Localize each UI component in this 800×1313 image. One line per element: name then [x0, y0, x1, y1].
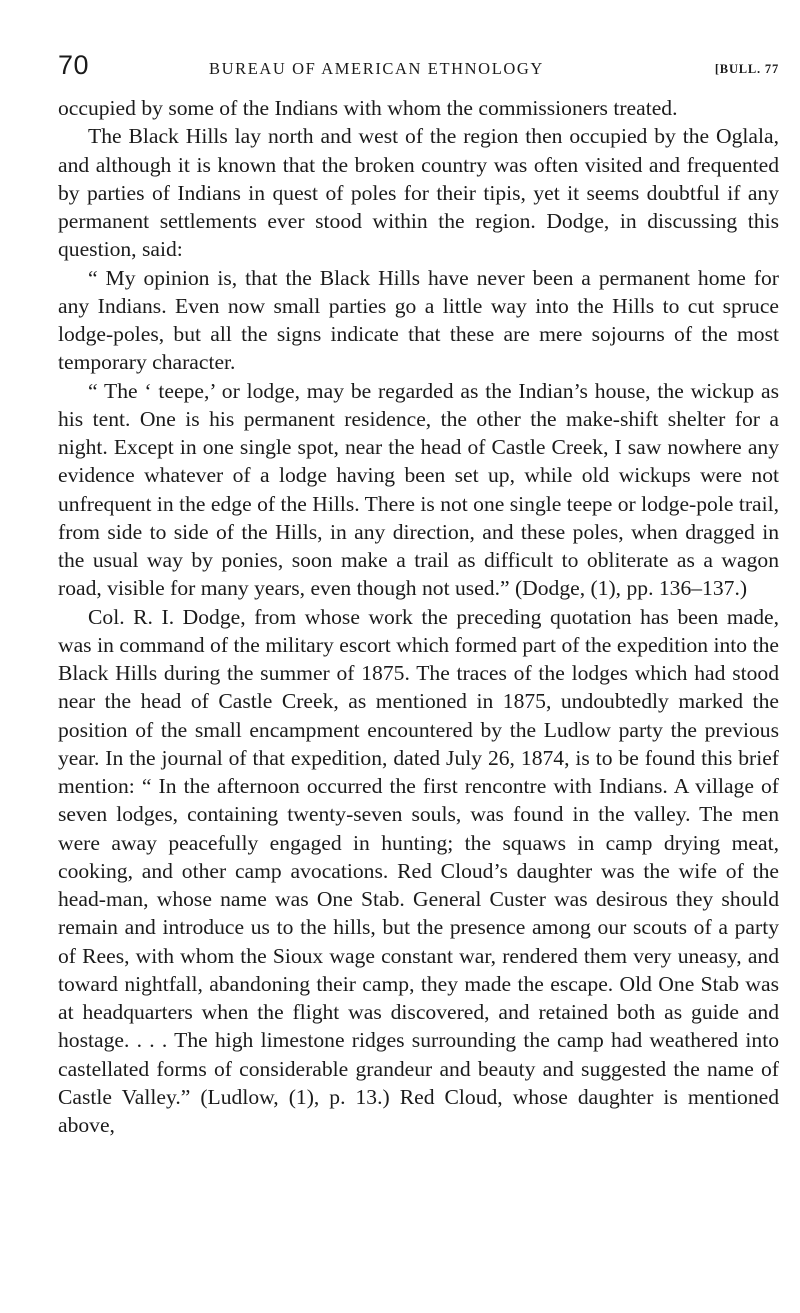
paragraph-ludlow-expedition: Col. R. I. Dodge, from whose work the preceding quotation has been made, was in command of the military escort which formed part of the expedition into the Black Hills during the summer of 1875. The traces of the lodges which had stood near the head of Castle Creek, as mentioned in 1875, undoubtedly marked the position of the small encampment encountered by the Ludlow party the previous year. In the journal of that expedition, dated July 26, 1874, is to be found this brief mention: “ In the afternoon occurred the first rencontre with Indians. A village of seven lodges, containing twenty-seven souls, was found in the valley. The men were away peacefully engaged in hunting; the squaws in camp drying meat, cooking, and other camp avocations. Red Cloud’s daughter was the wife of the head-man, whose name was One Stab. General Custer was desirous they should remain and introduce us to the hills, but the presence among our scouts of a party of Rees, with whom the Sioux wage constant war, rendered them very uneasy, and toward nightfall, abandoning their camp, they made the escape. Old One Stab was at headquarters when the flight was discovered, and retained both as guide and hostage. . . . The high limestone ridges surrounding the camp had weathered into castellated forms of considerable grandeur and beauty and suggested the name of Castle Valley.” (Ludlow, (1), p. 13.) Red Cloud, whose daughter is mentioned above, — [58, 604, 779, 1137]
page-number: 70 — [58, 50, 90, 80]
quotation-dodge-opinion: “ My opinion is, that the Black Hills have never been a permanent home for any Indians. Even now small parties go a little way into the Hills to cut spruce lodge-poles, but all the signs indicate that these are mere sojourns of the most temporary character. — [58, 265, 779, 375]
body-text — [58, 94, 779, 1139]
quotation-dodge-teepe: “ The ‘ teepe,’ or lodge, may be regarded as the Indian’s house, the wickup as his tent. One is his permanent residence, the other the make-shift shelter for a night. Except in one single spot, near the head of Castle Creek, I saw nowhere any evidence whatever of a lodge having been set up, while old wickups were not unfrequent in the edge of the Hills. There is not one single teepe or lodge-pole trail, from side to side of the Hills, in any direction, and these poles, when dragged in the usual way by ponies, soon make a trail as difficult to obliterate as a wagon road, visible for many years, even though not used.” (Dodge, (1), pp. 136–137.) — [58, 378, 779, 601]
running-head — [58, 50, 779, 86]
paragraph-continuation: occupied by some of the Indians with whom the commissioners treated. — [58, 96, 678, 120]
running-title: BUREAU OF AMERICAN ETHNOLOGY — [209, 59, 544, 78]
bulletin-reference: [BULL. 77 — [714, 62, 779, 76]
paragraph-black-hills: The Black Hills lay north and west of the region then occupied by the Oglala, and although it is known that the broken country was often visited and frequented by parties of Indians in quest of poles for their tipis, yet it seems doubtful if any permanent settlements ever stood within the region. Dodge, in discussing this question, said: — [58, 124, 779, 262]
